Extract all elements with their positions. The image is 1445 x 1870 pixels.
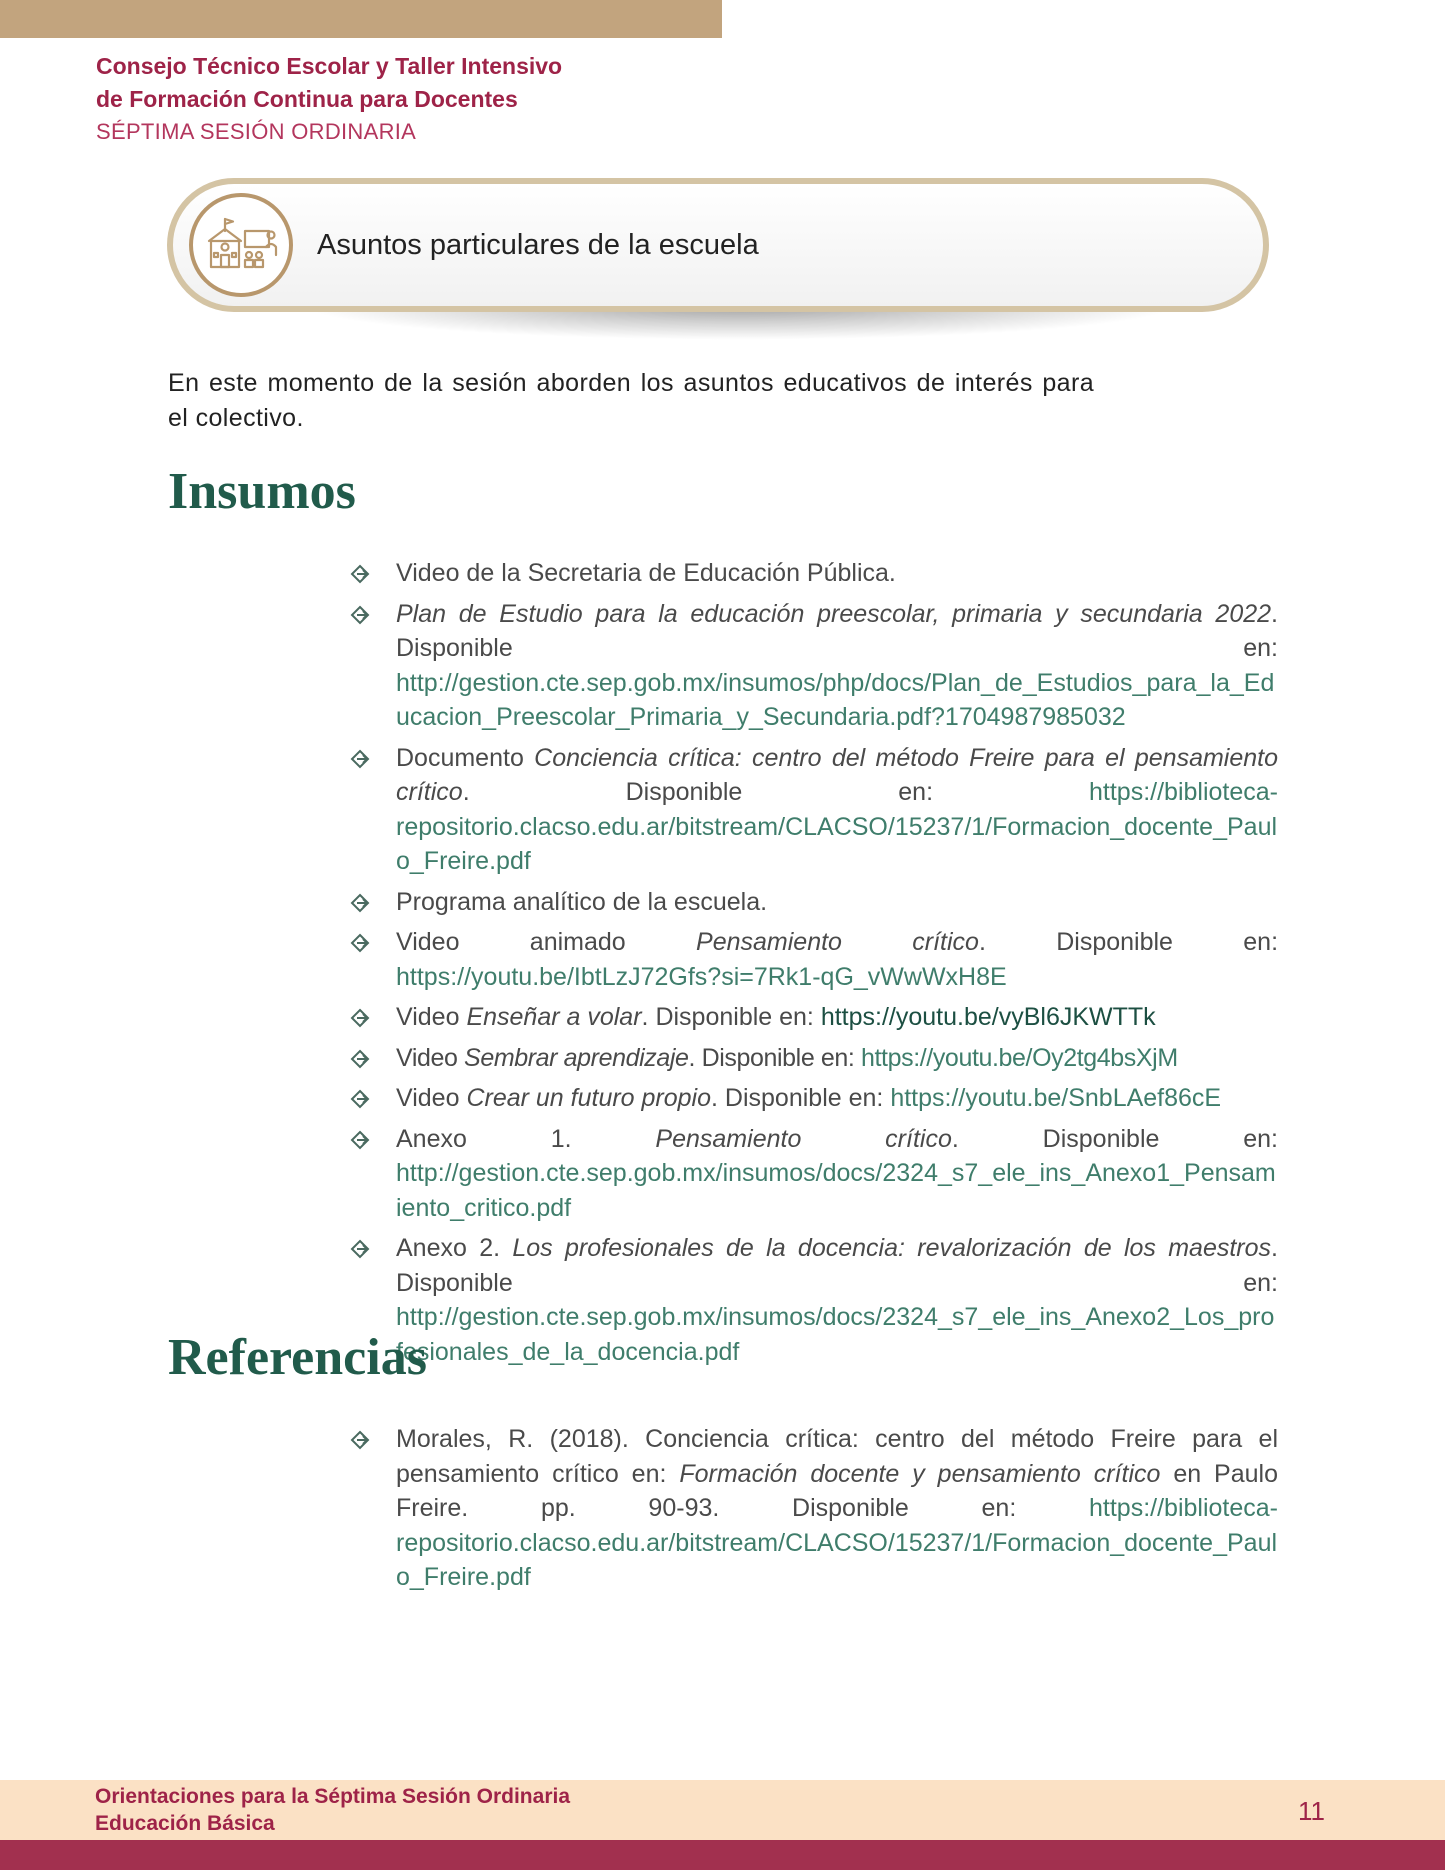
header-title-line2: de Formación Continua para Docentes (96, 86, 518, 112)
diamond-arrow-bullet-icon (350, 1008, 372, 1028)
diamond-arrow-bullet-icon (350, 749, 372, 769)
insumo-item (348, 1081, 1278, 1116)
referencia-book-title: Formación docente y pensamiento crítico (679, 1459, 1161, 1488)
diamond-arrow-bullet-icon (350, 1430, 372, 1450)
referencia-item (348, 1422, 1278, 1595)
insumo-text: . Disponible en: (396, 1234, 1278, 1297)
insumo-prefix: Anexo 1. (396, 1124, 656, 1153)
insumo-title: Enseñar a volar (466, 1003, 642, 1031)
top-decorative-band (0, 0, 722, 38)
insumo-title: Crear un futuro propio (466, 1084, 712, 1112)
insumo-prefix: Video (396, 1084, 467, 1112)
insumo-link[interactable]: https://biblioteca-repositorio.clacso.edu.ar/bitstream/CLACSO/15237/1/Formacion_docente_Paulo_Freire.pdf (396, 778, 1278, 875)
insumo-text: . Disponible en: (688, 1043, 861, 1072)
insumo-link[interactable]: http://gestion.cte.sep.gob.mx/insumos/php/docs/Plan_de_Estudios_para_la_Educacion_Preescolar_Primaria_y_Secundaria.pdf?1704987985032 (396, 668, 1275, 731)
footer-subtitle: Educación Básica (95, 1812, 275, 1835)
referencias-list (348, 1422, 1278, 1601)
diamond-arrow-bullet-icon (350, 1089, 372, 1109)
header-title-line1: Consejo Técnico Escolar y Taller Intensivo (96, 53, 563, 79)
insumo-item (348, 925, 1278, 994)
insumo-text: . Disponible en: (951, 1124, 1278, 1153)
insumos-list (348, 556, 1278, 1375)
referencia-text: Morales, R. (2018). Conciencia crítica: centro del método Freire para el pensamiento crítico en: (396, 1425, 1278, 1488)
diamond-arrow-bullet-icon (350, 893, 372, 913)
diamond-arrow-bullet-icon (350, 564, 372, 584)
referencias-title: Referencias (168, 1329, 427, 1386)
insumo-item (348, 741, 1278, 879)
intro-paragraph: En este momento de la sesión aborden los asuntos educativos de interés para el colectivo. (168, 369, 1094, 432)
diamond-arrow-bullet-icon (350, 1239, 372, 1259)
diamond-arrow-bullet-icon (350, 1130, 372, 1150)
insumo-item (348, 1000, 1278, 1035)
insumo-text: Video de la Secretaria de Educación Pública. (396, 559, 896, 587)
insumo-item (348, 597, 1278, 735)
insumo-title: Plan de Estudio para la educación preescolar, primaria y secundaria 2022 (396, 599, 1272, 628)
diamond-arrow-bullet-icon (350, 1049, 372, 1069)
insumo-prefix: Video (396, 1003, 467, 1031)
school-community-icon (189, 193, 293, 297)
insumo-link[interactable]: http://gestion.cte.sep.gob.mx/insumos/docs/2324_s7_ele_ins_Anexo2_Los_profesionales_de_la_docencia.pdf (396, 1303, 1275, 1366)
insumo-link[interactable]: https://youtu.be/vyBl6JKWTTk (820, 1003, 1156, 1031)
insumo-prefix: Anexo 2. (396, 1234, 513, 1262)
page-number: 11 (1298, 1796, 1325, 1826)
header-session: SÉPTIMA SESIÓN ORDINARIA (96, 119, 417, 144)
insumo-text: . Disponible en: (641, 1003, 821, 1031)
insumo-title: Pensamiento crítico (655, 1124, 952, 1153)
insumos-title: Insumos (168, 463, 356, 520)
bottom-decorative-band (0, 1840, 1445, 1870)
insumo-link[interactable]: https://youtu.be/Oy2tg4bsXjM (861, 1043, 1178, 1072)
diamond-arrow-bullet-icon (350, 605, 372, 625)
insumo-item (348, 885, 1278, 920)
insumo-text: . Disponible en: (462, 778, 1089, 806)
footer-title: Orientaciones para la Séptima Sesión Ordinaria (95, 1785, 571, 1808)
insumo-link[interactable]: https://youtu.be/SnbLAef86cE (890, 1084, 1222, 1112)
insumo-text: . Disponible en: (978, 928, 1279, 956)
insumo-prefix: Video (396, 1043, 465, 1072)
referencia-link[interactable]: https://biblioteca-repositorio.clacso.edu.ar/bitstream/CLACSO/15237/1/Formacion_docente_Paulo_Freire.pdf (396, 1494, 1278, 1591)
insumo-text: Programa analítico de la escuela. (396, 887, 768, 916)
insumo-prefix: Video animado (396, 928, 697, 956)
document-header (96, 50, 562, 148)
insumo-title: Los profesionales de la docencia: revalorización de los maestros (512, 1234, 1272, 1262)
referencia-text-cont: en Paulo Freire. pp. 90-93. Disponible en: (396, 1459, 1278, 1522)
diamond-arrow-bullet-icon (350, 933, 372, 953)
section-banner (167, 178, 1269, 312)
insumo-prefix: Documento (396, 743, 535, 772)
insumo-item (348, 1231, 1278, 1369)
insumo-item (348, 1122, 1278, 1226)
insumo-text: . Disponible en: (711, 1084, 891, 1112)
insumo-title: Conciencia crítica: centro del método Freire para el pensamiento crítico (396, 743, 1279, 806)
insumo-link[interactable]: https://youtu.be/IbtLzJ72Gfs?si=7Rk1-qG_vWwWxH8E (396, 962, 1007, 991)
insumo-title: Pensamiento crítico (696, 928, 979, 956)
insumo-title: Sembrar aprendizaje (464, 1043, 689, 1072)
insumo-text: . Disponible en: (396, 599, 1278, 662)
banner-title: Asuntos particulares de la escuela (317, 229, 759, 261)
insumo-item (348, 556, 1278, 591)
insumo-item (348, 1041, 1278, 1076)
footer (0, 1780, 1445, 1840)
insumo-link[interactable]: http://gestion.cte.sep.gob.mx/insumos/docs/2324_s7_ele_ins_Anexo1_Pensamiento_critico.pdf (396, 1159, 1276, 1222)
